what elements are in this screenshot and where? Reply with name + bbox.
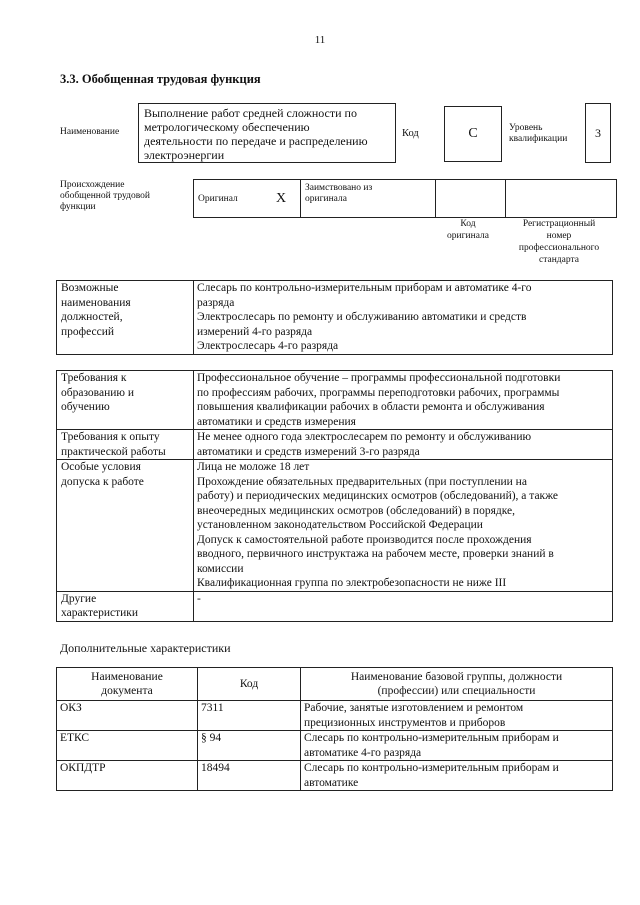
value-line: Допуск к самостоятельной работе производится после прохождения xyxy=(197,533,532,546)
value-line: Квалификационная группа по электробезопасности не ниже III xyxy=(197,577,507,589)
code-cell: § 94 xyxy=(198,731,301,761)
label-line: практической работы xyxy=(61,445,166,458)
header-line: (профессии) или специальности xyxy=(377,685,536,697)
value-line: Электрослесарь 4-го разряда xyxy=(197,340,339,352)
table-row xyxy=(57,371,613,430)
function-name-line: электроэнергии xyxy=(144,148,225,162)
table-row xyxy=(57,591,613,621)
label-line: профессий xyxy=(61,325,115,338)
page-number: 11 xyxy=(314,34,326,46)
value-line: Профессиональное обучение – программы профессиональной подготовки xyxy=(197,372,561,384)
caption-reg-number xyxy=(505,218,613,266)
function-name-box xyxy=(138,103,396,163)
origin-label xyxy=(60,180,150,213)
doc-cell: ЕТКС xyxy=(57,731,198,761)
caption-line: Код xyxy=(460,219,476,229)
table-row xyxy=(57,731,613,761)
header-line: Наименование базовой группы, должности xyxy=(350,670,563,683)
value-line: автоматике 4-го разряда xyxy=(304,746,422,759)
level-label-line: Уровень xyxy=(509,123,543,133)
origin-label-line: обобщенной трудовой xyxy=(60,191,150,201)
value-line: измерений 4-го разряда xyxy=(197,325,313,338)
function-name-line: метрологическому обеспечению xyxy=(144,120,310,134)
table-header-row xyxy=(57,668,613,701)
origin-borrowed-label xyxy=(301,180,436,218)
header-code xyxy=(198,668,301,701)
name-label: Наименование xyxy=(60,127,120,137)
caption-line: оригинала xyxy=(447,231,489,241)
value-line: автоматике xyxy=(304,776,359,789)
code-box: C xyxy=(444,106,502,162)
label-line: наименования xyxy=(61,296,131,309)
value-line: внеочередных медицинских осмотров (обследований) в порядке, xyxy=(197,504,516,517)
label-line: Требования к xyxy=(61,372,127,384)
value-line: Слесарь по контрольно-измерительным приборам и автоматике 4-го xyxy=(197,282,532,294)
table-row xyxy=(57,761,613,791)
value-line: автоматики и средств измерений 3-го разряда xyxy=(197,445,420,458)
header-group-name xyxy=(301,668,613,701)
caption-line: профессионального xyxy=(518,243,600,253)
label-line: Особые условия xyxy=(61,461,141,473)
value-line: Слесарь по контрольно-измерительным приборам и xyxy=(304,732,559,744)
code-label: Код xyxy=(402,128,419,139)
value-line: Слесарь по контрольно-измерительным приборам и xyxy=(304,762,559,774)
origin-table xyxy=(193,179,617,218)
value-line: Прохождение обязательных предварительных (при поступлении на xyxy=(197,475,527,488)
label-line: Другие xyxy=(61,592,97,605)
caption-line: стандарта xyxy=(539,255,579,265)
requirement-value xyxy=(194,591,613,621)
origin-borrowed-line: Заимствовано из xyxy=(305,183,373,193)
origin-mark: X xyxy=(262,180,301,218)
value-line: установленном законодательством Российской Федерации xyxy=(197,519,483,531)
header-line: Код xyxy=(239,677,259,690)
doc-cell: ОКПДТР xyxy=(57,761,198,791)
caption-code-original xyxy=(436,218,500,242)
group-cell xyxy=(301,701,613,731)
group-cell xyxy=(301,731,613,761)
requirement-label xyxy=(57,460,194,592)
group-cell xyxy=(301,761,613,791)
label-line: Возможные xyxy=(61,282,119,294)
label-line: обучению xyxy=(61,401,110,413)
label-line: Требования к опыту xyxy=(61,431,160,443)
level-label xyxy=(509,123,567,145)
header-document xyxy=(57,668,198,701)
header-line: документа xyxy=(101,685,153,697)
origin-label-line: функции xyxy=(60,202,96,212)
origin-original-label: Оригинал xyxy=(194,180,263,218)
table-row xyxy=(57,281,613,355)
section-title: 3.3. Обобщенная трудовая функция xyxy=(60,72,261,86)
table-row xyxy=(57,460,613,592)
value-line: работу) и периодических медицинских осмотров (обследований), а также xyxy=(197,490,559,502)
code-cell: 18494 xyxy=(198,761,301,791)
requirement-value xyxy=(194,460,613,592)
label-line: образованию и xyxy=(61,386,134,399)
code-cell: 7311 xyxy=(198,701,301,731)
level-box: 3 xyxy=(585,103,611,163)
header-line: Наименование xyxy=(91,670,163,683)
positions-table xyxy=(56,280,613,355)
value-line: комиссии xyxy=(197,562,244,575)
value-line: по профессиям рабочих, программы переподготовки рабочих, программы xyxy=(197,386,560,399)
value-line: - xyxy=(197,592,201,605)
requirement-label xyxy=(57,591,194,621)
caption-line: Регистрационный xyxy=(522,219,596,229)
label-line: характеристики xyxy=(61,607,139,619)
value-line: Рабочие, занятые изготовлением и ремонтом xyxy=(304,702,524,714)
value-line: прецизионных инструментов и приборов xyxy=(304,716,506,729)
value-line: повышения квалификации рабочих в области ремонта и обслуживания xyxy=(197,401,545,413)
codes-table xyxy=(56,667,613,791)
requirement-label xyxy=(57,430,194,460)
label-line: допуска к работе xyxy=(61,475,144,488)
origin-code-cell xyxy=(436,180,506,218)
origin-borrowed-line: оригинала xyxy=(305,194,347,204)
value-line: вводного, первичного инструктажа на рабочем месте, проверки знаний в xyxy=(197,548,554,560)
caption-line: номер xyxy=(546,231,572,241)
level-label-line: квалификации xyxy=(509,134,568,144)
table-row xyxy=(57,701,613,731)
function-name-line: деятельности по передаче и распределению xyxy=(144,134,368,148)
extra-title: Дополнительные характеристики xyxy=(60,641,231,655)
table-row xyxy=(57,430,613,460)
requirement-value xyxy=(194,371,613,430)
origin-label-line: Происхождение xyxy=(60,180,125,190)
doc-cell: ОКЗ xyxy=(57,701,198,731)
value-line: Лица не моложе 18 лет xyxy=(197,461,310,473)
requirement-label xyxy=(57,371,194,430)
origin-reg-cell xyxy=(506,180,617,218)
value-line: Не менее одного года электрослесарем по ремонту и обслуживанию xyxy=(197,431,532,443)
value-line: Электрослесарь по ремонту и обслуживанию автоматики и средств xyxy=(197,311,527,323)
positions-value xyxy=(194,281,613,355)
requirements-table xyxy=(56,370,613,622)
function-name-line: Выполнение работ средней сложности по xyxy=(144,106,357,120)
value-line: разряда xyxy=(197,296,235,309)
positions-label xyxy=(57,281,194,355)
label-line: должностей, xyxy=(61,311,123,323)
value-line: автоматики и средств измерения xyxy=(197,415,356,428)
requirement-value xyxy=(194,430,613,460)
